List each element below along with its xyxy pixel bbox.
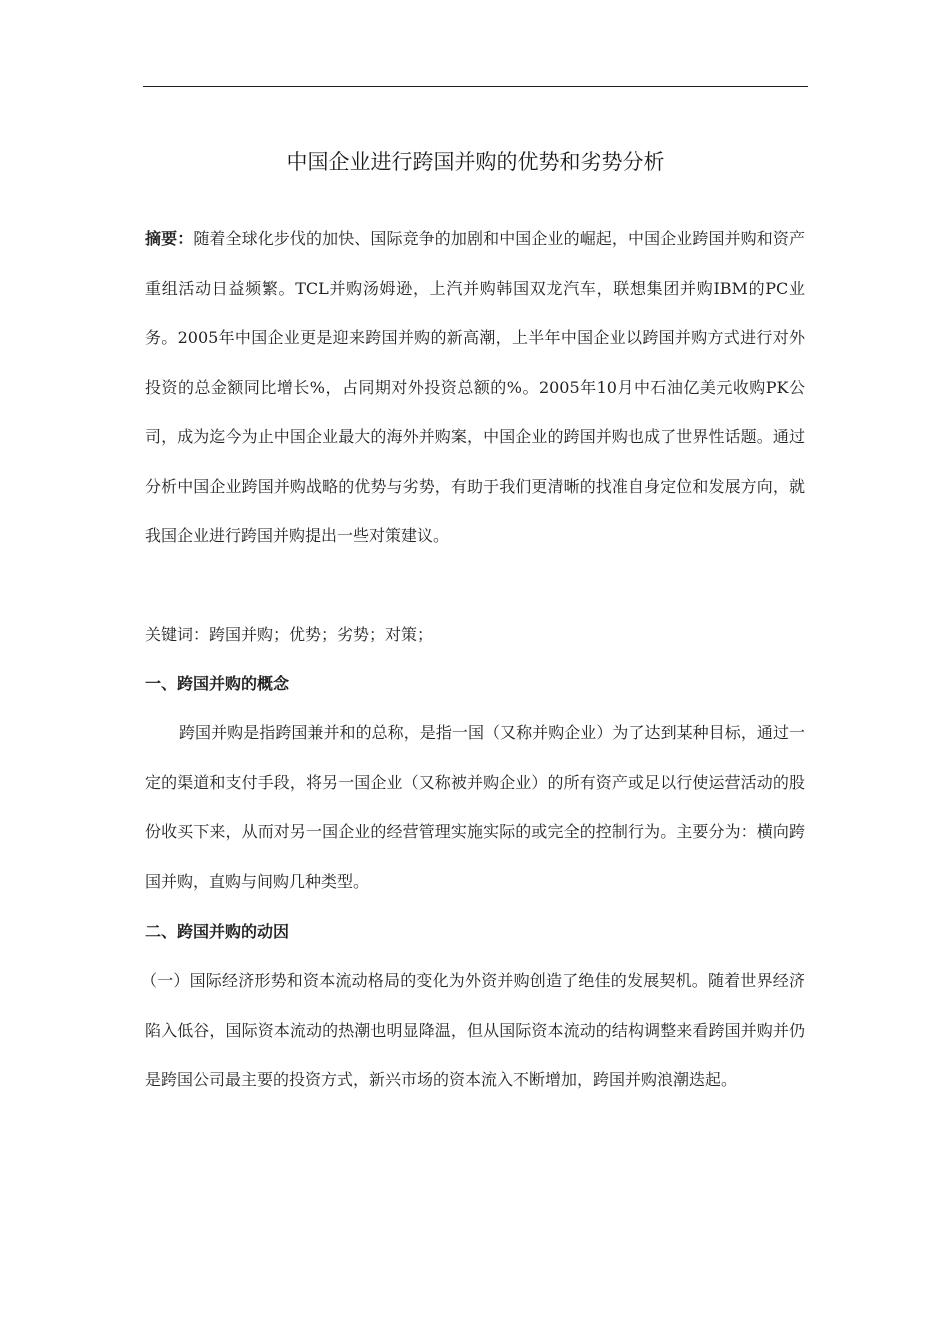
document-title: 中国企业进行跨国并购的优势和劣势分析 — [286, 150, 665, 174]
abstract-text: 随着全球化步伐的加快、国际竞争的加剧和中国企业的崛起，中国企业跨国并购和资产重组活动日益频繁。TCL并购汤姆逊，上汽并购韩国双龙汽车，联想集团并购IBM的PC业务。2005年中国企业更是迎来跨国并购的新高潮，上半年中国企业以跨国并购方式进行对外投资的总金额同比增长%，占同期对外投资总额的%。2005年10月中石油亿美元收购PK公司，成为迄今为止中国企业最大的海外并购案，中国企业的跨国并购也成了世界性话题。通过分析中国企业跨国并购战略的优势与劣势，有助于我们更清晰的找准自身定位和发展方向，就我国企业进行跨国并购提出一些对策建议。 — [145, 229, 805, 545]
section-heading-concept: 一、跨国并购的概念 — [145, 674, 290, 693]
abstract-label: 摘要： — [145, 229, 194, 248]
section-paragraph-motivation: （一）国际经济形势和资本流动格局的变化为外资并购创造了绝佳的发展契机。随着世界经济陷入低谷，国际资本流动的热潮也明显降温，但从国际资本流动的结构调整来看跨国并购并仍是跨国公司最主要的投资方式，新兴市场的资本流入不断增加，跨国并购浪潮迭起。 — [141, 971, 805, 1089]
header-rule — [143, 86, 808, 87]
section-heading-motivation: 二、跨国并购的动因 — [145, 922, 290, 941]
section-paragraph-concept: 跨国并购是指跨国兼并和的总称，是指一国（又称并购企业）为了达到某种目标，通过一定的渠道和支付手段，将另一国企业（又称被并购企业）的所有资产或足以行使运营活动的股份收买下来，从而对另一国企业的经营管理实施实际的或完全的控制行为。主要分为：横向跨国并购，直购与间购几种类型。 — [145, 723, 805, 891]
abstract-paragraph — [145, 214, 805, 561]
keywords-line: 关键词：跨国并购；优势；劣势；对策； — [145, 625, 434, 644]
